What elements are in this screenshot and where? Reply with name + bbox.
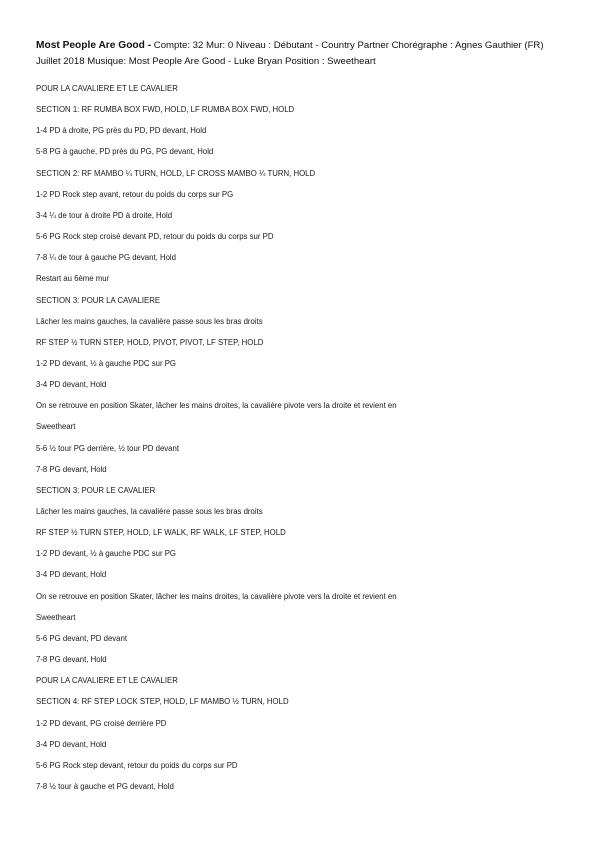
step-line: 1-4 PD à droite, PG près du PD, PD devant, Hold — [36, 126, 207, 136]
step-line: 3-4 PD devant, Hold — [36, 570, 107, 580]
step-line: 3-4 PD devant, Hold — [36, 739, 107, 749]
step-line: 5-6 ½ tour PG derrière, ½ tour PD devant — [36, 443, 180, 453]
step-line: Restart au 6ème mur — [36, 274, 110, 284]
step-line: Sweetheart — [36, 422, 76, 432]
step-line: 7-8 PG devant, Hold — [36, 655, 107, 665]
step-line: 7-8 ½ tour à gauche et PG devant, Hold — [36, 781, 174, 791]
step-line: SECTION 1: RF RUMBA BOX FWD, HOLD, LF RUMBA BOX FWD, HOLD — [36, 105, 295, 115]
step-line: RF STEP ½ TURN STEP, HOLD, LF WALK, RF WALK, LF STEP, HOLD — [36, 528, 286, 538]
document-header — [36, 38, 566, 69]
step-line: 1-2 PD devant, ½ à gauche PDC sur PG — [36, 549, 176, 559]
step-line: 7-8 ¼ de tour à gauche PG devant, Hold — [36, 253, 177, 263]
step-line: SECTION 3: POUR LE CAVALIER — [36, 485, 156, 495]
step-line: RF STEP ½ TURN STEP, HOLD, PIVOT, PIVOT, LF STEP, HOLD — [36, 337, 264, 347]
step-line: POUR LA CAVALIERE ET LE CAVALIER — [36, 84, 178, 93]
dance-title: Most People Are Good - — [36, 40, 152, 51]
step-line: On se retrouve en position Skater, lâcher les mains droites, la cavalière pivote vers la droite et revient en — [36, 591, 397, 601]
step-line: POUR LA CAVALIERE ET LE CAVALIER — [36, 676, 178, 686]
step-line: SECTION 3: POUR LA CAVALIERE — [36, 295, 161, 305]
step-line: SECTION 2: RF MAMBO ¼ TURN, HOLD, LF CROSS MAMBO ¼ TURN, HOLD — [36, 168, 316, 178]
step-line: 5-6 PG Rock step croisé devant PD, retour du poids du corps sur PD — [36, 232, 274, 242]
step-line: Lâcher les mains gauches, la cavalière passe sous les bras droits — [36, 507, 263, 516]
step-line: 1-2 PD devant, ½ à gauche PDC sur PG — [36, 358, 176, 368]
step-line: 3-4 PD devant, Hold — [36, 380, 107, 390]
step-line: SECTION 4: RF STEP LOCK STEP, HOLD, LF MAMBO ½ TURN, HOLD — [36, 697, 289, 707]
step-line: 1-2 PD devant, PG croisé derrière PD — [36, 718, 167, 728]
step-line: Sweetheart — [36, 612, 76, 622]
dance-info: Compte: 32 Mur: 0 Niveau : Débutant - Country Partner Chorégraphe : Agnes Gauthier (FR) Juillet 2018 Musique: Most People Are Good - Luke Bryan Position : Sweetheart — [36, 40, 544, 67]
step-line: On se retrouve en position Skater, lâcher les mains droites, la cavalière pivote vers la droite et revient en — [36, 401, 397, 411]
step-line: 3-4 ¼ de tour à droite PD à droite, Hold — [36, 210, 173, 220]
step-line: 7-8 PG devant, Hold — [36, 464, 107, 474]
step-line: Lâcher les mains gauches, la cavalière passe sous les bras droits — [36, 316, 263, 326]
step-line: 5-6 PG devant, PD devant — [36, 633, 128, 643]
step-line: 5-6 PG Rock step devant, retour du poids du corps sur PD — [36, 760, 238, 770]
step-line: 5-8 PG à gauche, PD près du PG, PG devant, Hold — [36, 147, 214, 157]
step-line: 1-2 PD Rock step avant, retour du poids du corps sur PG — [36, 189, 234, 199]
